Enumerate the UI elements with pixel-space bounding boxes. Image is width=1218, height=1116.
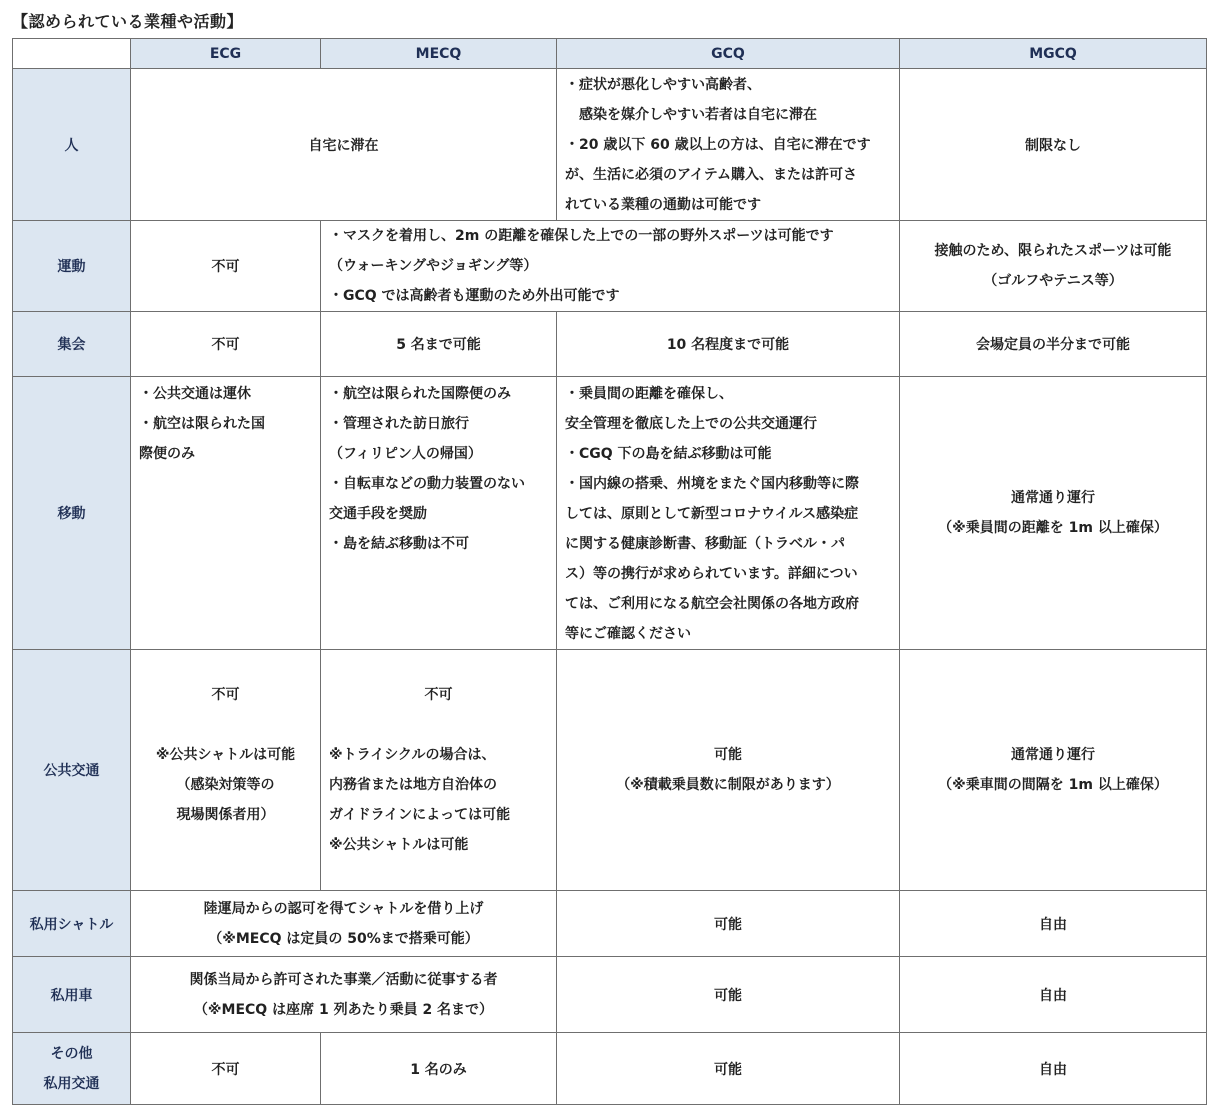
- public-transport-mecq-note: ガイドラインによっては可能: [329, 807, 511, 823]
- movement-mecq-line: ・島を結ぶ移動は不可: [329, 536, 469, 552]
- private-car-mgcq: 自由: [900, 957, 1207, 1033]
- exercise-line: ・マスクを着用し、2m の距離を確保した上での一部の野外スポーツは可能です: [329, 228, 834, 244]
- row-label-exercise: 運動: [13, 221, 131, 312]
- gathering-mgcq: 会場定員の半分まで可能: [900, 312, 1207, 377]
- movement-mecq-line: （フィリピン人の帰国）: [329, 446, 482, 462]
- row-label-gathering: 集会: [13, 312, 131, 377]
- other-private-gcq: 可能: [557, 1033, 900, 1105]
- movement-mecq-line: ・管理された訪日旅行: [329, 416, 469, 432]
- row-label-person: 人: [13, 69, 131, 221]
- public-transport-mgcq-line: （※乗車間の間隔を 1m 以上確保）: [938, 777, 1168, 793]
- person-gcq-line: れている業種の通勤は可能です: [565, 196, 761, 213]
- exercise-line: （ウォーキングやジョギング等）: [329, 258, 538, 274]
- private-car-line: （※MECQ は座席 1 列あたり乗員 2 名まで）: [193, 1001, 494, 1018]
- page-title: 【認められている業種や活動】: [12, 12, 244, 31]
- public-transport-gcq-line: 可能: [714, 747, 742, 763]
- movement-ecg-line: ・航空は限られた国: [139, 416, 265, 432]
- row-label-private-shuttle: 私用シャトル: [13, 891, 131, 957]
- header-row: [13, 39, 1207, 69]
- private-shuttle-ecg-mecq: [131, 891, 557, 957]
- row-gathering: [13, 312, 1207, 377]
- public-transport-mgcq-line: 通常通り運行: [1011, 747, 1095, 763]
- exercise-mgcq-line: 接触のため、限られたスポーツは可能: [934, 243, 1172, 259]
- row-person: [13, 69, 1207, 221]
- movement-gcq-line: ・乗員間の距離を確保し、: [565, 386, 733, 402]
- person-gcq-line: が、生活に必須のアイテム購入、または許可さ: [565, 166, 858, 183]
- movement-mgcq-line: （※乗員間の距離を 1m 以上確保）: [938, 520, 1168, 536]
- movement-gcq-line: ては、ご利用になる航空会社関係の各地方政府: [565, 596, 859, 612]
- movement-mecq-line: ・航空は限られた国際便のみ: [329, 386, 511, 402]
- public-transport-gcq: [557, 650, 900, 891]
- other-private-mecq: 1 名のみ: [321, 1033, 557, 1105]
- movement-gcq: [557, 377, 900, 650]
- public-transport-mgcq: [900, 650, 1207, 891]
- private-shuttle-line: （※MECQ は定員の 50%まで搭乗可能）: [208, 930, 479, 947]
- spacer: [321, 710, 556, 740]
- row-label-other-private: [13, 1033, 131, 1105]
- movement-gcq-line: 等にご確認ください: [565, 626, 691, 642]
- private-shuttle-mgcq: 自由: [900, 891, 1207, 957]
- person-ecg-mecq: 自宅に滞在: [131, 69, 557, 221]
- other-private-ecg: 不可: [131, 1033, 321, 1105]
- header-ecg: ECG: [131, 39, 321, 69]
- header-mgcq: MGCQ: [900, 39, 1207, 69]
- gathering-ecg: 不可: [131, 312, 321, 377]
- movement-mecq-line: 交通手段を奨励: [329, 506, 427, 522]
- movement-ecg-line: 際便のみ: [139, 446, 195, 462]
- movement-gcq-line: ・国内線の搭乗、州境をまたぐ国内移動等に際: [565, 476, 859, 492]
- private-car-gcq: 可能: [557, 957, 900, 1033]
- movement-mecq-line: ・自転車などの動力装置のない: [329, 476, 525, 492]
- private-car-line: 関係当局から許可された事業／活動に従事する者: [189, 971, 498, 988]
- header-gcq: GCQ: [557, 39, 900, 69]
- exercise-mecq-gcq: [321, 221, 900, 312]
- other-private-mgcq: 自由: [900, 1033, 1207, 1105]
- exercise-mgcq: [900, 221, 1207, 312]
- exercise-line: ・GCQ では高齢者も運動のため外出可能です: [329, 288, 620, 304]
- header-corner: [13, 39, 131, 69]
- movement-gcq-line: ・CGQ 下の島を結ぶ移動は可能: [565, 446, 772, 462]
- public-transport-mecq-note: ※トライシクルの場合は、: [329, 747, 496, 763]
- public-transport-mecq-note: 内務省または地方自治体の: [329, 777, 497, 793]
- row-label-public-transport: 公共交通: [13, 650, 131, 891]
- row-private-shuttle: [13, 891, 1207, 957]
- movement-mgcq: [900, 377, 1207, 650]
- movement-gcq-line: しては、原則として新型コロナウイルス感染症: [565, 506, 859, 522]
- spacer: [131, 830, 320, 860]
- public-transport-ecg-note: （感染対策等の: [176, 777, 275, 793]
- row-label-private-car: 私用車: [13, 957, 131, 1033]
- person-gcq-line: 感染を媒介しやすい若者は自宅に滞在: [565, 106, 817, 123]
- movement-gcq-line: 安全管理を徹底した上での公共交通運行: [565, 416, 817, 432]
- exercise-ecg: 不可: [131, 221, 321, 312]
- public-transport-ecg-main: 不可: [211, 687, 240, 703]
- gathering-gcq: 10 名程度まで可能: [557, 312, 900, 377]
- header-mecq: MECQ: [321, 39, 557, 69]
- public-transport-gcq-line: （※積載乗員数に制限があります）: [616, 777, 840, 793]
- public-transport-ecg: [131, 650, 321, 891]
- activity-table: [12, 38, 1207, 1105]
- movement-mecq: [321, 377, 557, 650]
- row-label-movement: 移動: [13, 377, 131, 650]
- gathering-mecq: 5 名まで可能: [321, 312, 557, 377]
- person-gcq: [557, 69, 900, 221]
- exercise-mgcq-line: （ゴルフやテニス等）: [983, 273, 1123, 289]
- public-transport-mecq: [321, 650, 557, 891]
- private-shuttle-line: 陸運局からの認可を得てシャトルを借り上げ: [203, 900, 484, 917]
- row-private-car: [13, 957, 1207, 1033]
- movement-gcq-line: に関する健康診断書、移動証（トラベル・パ: [565, 536, 845, 552]
- public-transport-ecg-note: 現場関係者用）: [176, 807, 275, 823]
- public-transport-mecq-main: 不可: [424, 687, 453, 703]
- person-gcq-line: ・20 歳以下 60 歳以上の方は、自宅に滞在です: [565, 136, 871, 153]
- public-transport-ecg-note: ※公共シャトルは可能: [155, 747, 296, 763]
- row-other-private: [13, 1033, 1207, 1105]
- row-label-other-private-line: その他: [50, 1045, 93, 1062]
- person-mgcq: 制限なし: [900, 69, 1207, 221]
- private-car-ecg-mecq: [131, 957, 557, 1033]
- row-public-transport: [13, 650, 1207, 891]
- person-gcq-line: ・症状が悪化しやすい高齢者、: [565, 76, 761, 93]
- public-transport-mecq-note: ※公共シャトルは可能: [329, 837, 469, 853]
- row-label-other-private-line: 私用交通: [43, 1075, 100, 1092]
- row-exercise: [13, 221, 1207, 312]
- spacer: [131, 710, 320, 740]
- movement-ecg: [131, 377, 321, 650]
- private-shuttle-gcq: 可能: [557, 891, 900, 957]
- movement-mgcq-line: 通常通り運行: [1011, 490, 1095, 506]
- movement-ecg-line: ・公共交通は運休: [139, 386, 251, 402]
- row-movement: [13, 377, 1207, 650]
- movement-gcq-line: ス）等の携行が求められています。詳細につい: [565, 566, 858, 582]
